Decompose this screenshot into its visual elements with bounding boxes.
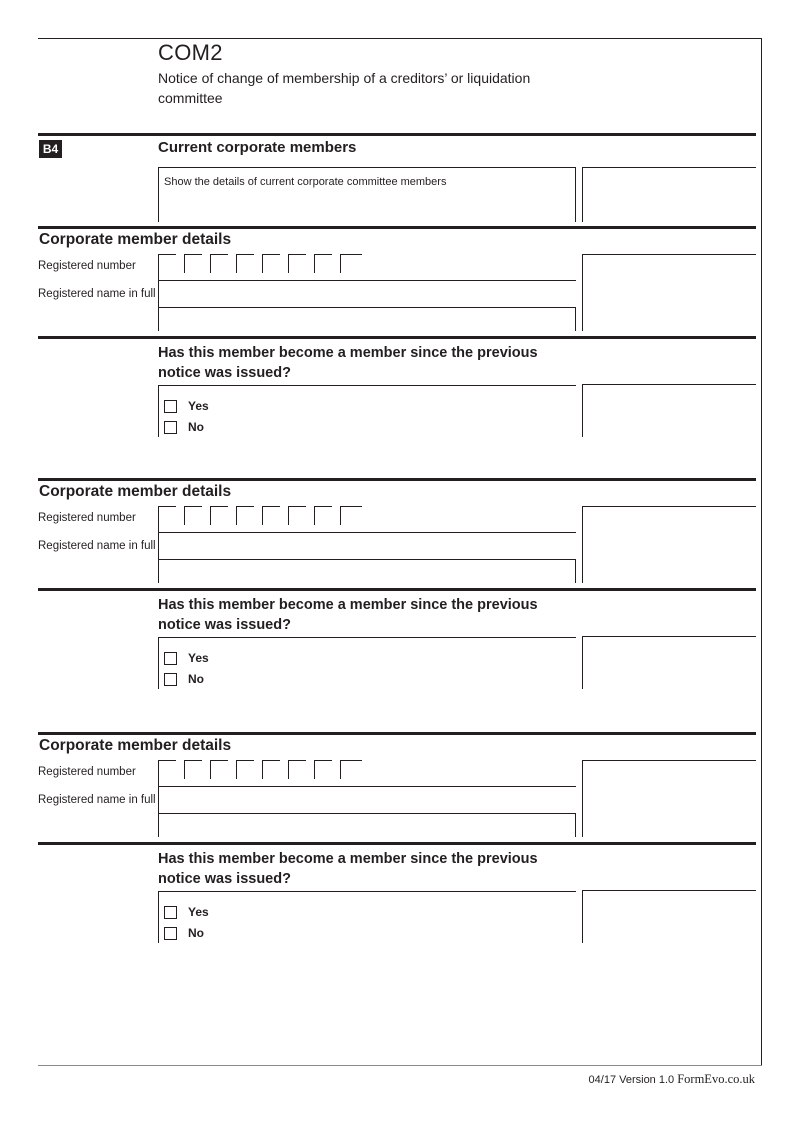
section-rule [38,133,756,136]
checkbox-label-no: No [188,420,204,434]
answer-box-top [158,637,576,638]
form-title: Notice of change of membership of a creditors’ or liquidation committee [158,70,531,106]
answer-margin-top [582,384,756,385]
margin-box-edge [582,254,583,331]
digit-cell-top [314,506,332,507]
footer [560,1072,755,1087]
answer-margin-top [582,890,756,891]
section-badge: B4 [39,140,62,158]
page-frame-bottom [38,1065,762,1066]
digit-cell-divider [262,760,263,779]
digit-cell-divider [236,760,237,779]
group-heading: Corporate member details [39,737,232,754]
instruction-text: Show the details of current corporate committee members [164,176,447,188]
group-heading: Corporate member details [39,231,232,248]
digit-cell-top [262,506,280,507]
checkbox-no[interactable] [164,927,177,940]
registered-number-label: Registered number [38,766,136,778]
membership-question: Has this member become a member since the previous notice was issued? [158,345,538,381]
digit-cell-divider [288,760,289,779]
answer-box-edge [158,385,159,437]
name-field-line [158,559,576,560]
answer-box-top [158,891,576,892]
answer-box-top [158,385,576,386]
digit-cell-divider [288,506,289,525]
page-frame-top [38,38,762,39]
registered-name-label: Registered name in full [38,288,156,300]
digit-cell-top [314,760,332,761]
digit-cell-divider [340,760,341,779]
digit-cell-divider [262,506,263,525]
digit-cell-top [184,254,202,255]
digit-cell-top [184,506,202,507]
group-heading: Corporate member details [39,483,232,500]
name-field-edge [158,533,159,583]
digit-cell-divider [314,760,315,779]
name-field-right-edge [575,813,576,837]
answer-margin-edge [582,636,583,689]
form-code: COM2 [158,40,223,65]
digit-cell-divider [340,506,341,525]
checkbox-yes[interactable] [164,906,177,919]
digit-cell-divider [210,506,211,525]
digit-cell-divider [262,254,263,273]
digit-cell-divider [314,506,315,525]
digit-cell-top [236,760,254,761]
digit-cell-top [340,760,362,761]
digit-cell-divider [210,760,211,779]
checkbox-label-no: No [188,926,204,940]
digit-cell-divider [288,254,289,273]
margin-box-edge [582,506,583,583]
name-field-right-edge [575,559,576,583]
registered-number-label: Registered number [38,260,136,272]
registered-number-baseline [158,532,576,533]
digit-cell-divider [236,506,237,525]
digit-cell-divider [236,254,237,273]
digit-cell-divider [314,254,315,273]
name-field-line [158,307,576,308]
membership-question: Has this member become a member since the previous notice was issued? [158,597,538,633]
checkbox-yes[interactable] [164,652,177,665]
answer-margin-edge [582,890,583,943]
digit-cell-divider [210,254,211,273]
digit-cell-divider [340,254,341,273]
membership-question: Has this member become a member since the previous notice was issued? [158,851,538,887]
digit-cell-divider [184,506,185,525]
digit-cell-top [184,760,202,761]
digit-cell-top [340,254,362,255]
digit-cell-top [210,760,228,761]
checkbox-label-no: No [188,672,204,686]
digit-cell-top [262,760,280,761]
digit-cell-top [236,254,254,255]
registered-name-label: Registered name in full [38,540,156,552]
digit-cell-top [236,506,254,507]
digit-cell-top [158,506,176,507]
registered-number-label: Registered number [38,512,136,524]
checkbox-label-yes: Yes [188,905,209,919]
name-field-right-edge [575,307,576,331]
registered-number-edge [158,254,159,281]
answer-box-edge [158,637,159,689]
digit-cell-top [158,254,176,255]
digit-cell-top [210,254,228,255]
question-rule [38,588,756,591]
name-field-edge [158,281,159,331]
group-rule [38,732,756,735]
footer-version: 04/17 Version 1.0 [588,1074,675,1086]
margin-box-edge [582,760,583,837]
name-field-line [158,813,576,814]
checkbox-no[interactable] [164,421,177,434]
checkbox-yes[interactable] [164,400,177,413]
digit-cell-top [262,254,280,255]
checkbox-label-yes: Yes [188,651,209,665]
digit-cell-top [288,254,306,255]
question-rule [38,842,756,845]
digit-cell-top [340,506,362,507]
margin-box-top [582,506,756,507]
registered-name-label: Registered name in full [38,794,156,806]
group-rule [38,478,756,481]
question-rule [38,336,756,339]
page-frame-right [761,38,762,1065]
margin-box-top [582,760,756,761]
registered-number-baseline [158,786,576,787]
registered-number-edge [158,760,159,787]
group-rule [38,226,756,229]
registered-number-edge [158,506,159,533]
margin-box-top [582,254,756,255]
digit-cell-top [288,760,306,761]
registered-number-baseline [158,280,576,281]
answer-margin-edge [582,384,583,437]
digit-cell-top [288,506,306,507]
checkbox-no[interactable] [164,673,177,686]
digit-cell-divider [184,760,185,779]
answer-margin-top [582,636,756,637]
name-field-edge [158,787,159,837]
digit-cell-top [314,254,332,255]
digit-cell-top [158,760,176,761]
digit-cell-divider [184,254,185,273]
section-heading: Current corporate members [158,139,357,156]
answer-box-edge [158,891,159,943]
digit-cell-top [210,506,228,507]
footer-brand: FormEvo.co.uk [677,1072,755,1086]
checkbox-label-yes: Yes [188,399,209,413]
